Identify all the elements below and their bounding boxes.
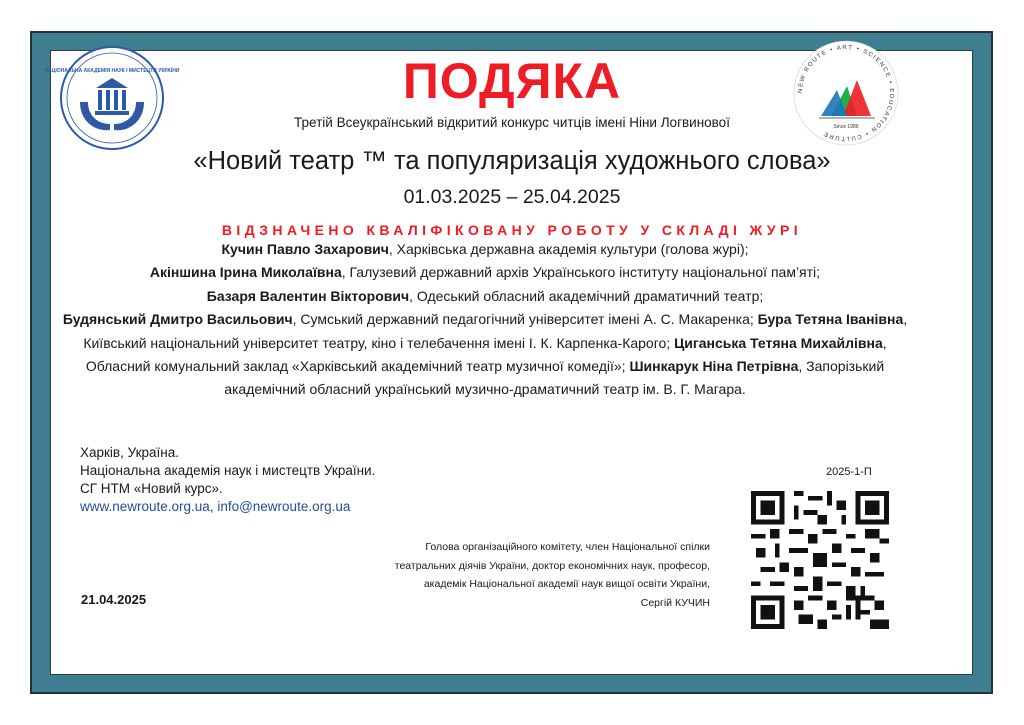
jury-heading: ВІДЗНАЧЕНО КВАЛІФІКОВАНУ РОБОТУ У СКЛАДІ ЖУРІ [221, 222, 803, 238]
jury-desc: , Харківська державна академія культури (голова журі); [388, 241, 749, 257]
signatory-name: Сергій КУЧИН [640, 596, 710, 609]
jury-desc: , Запорізький академічний обласний український музично-драматичний театр ім. В. Г. Магара. [224, 358, 885, 398]
signature-line: Голова організаційного комітету, член Національної спілки [425, 541, 710, 553]
signature-line: академік Національної академії наук вищої освіти України, [423, 578, 710, 590]
jury-name: Циганська Тетяна Михайлівна [674, 334, 883, 351]
place-block [80, 444, 375, 516]
jury-name: Акіншина Ірина Миколаївна [149, 264, 342, 281]
qr-finder-top-left [751, 491, 784, 524]
issue-date: 21.04.2025 [81, 592, 147, 607]
project-name: «Новий театр ™ та популяризація художнього слова» [193, 147, 831, 175]
jury-name: Кучин Павло Захарович [221, 241, 389, 257]
jury-name: Шинкарук Ніна Петрівна [629, 358, 799, 375]
contest-dates: 01.03.2025 – 25.04.2025 [403, 186, 621, 208]
since-text: Since 1989 [833, 124, 859, 130]
academy-logo-text: НАЦІОНАЛЬНА АКАДЕМІЯ НАУК І МИСТЕЦТВ УКРАЇНИ [44, 68, 180, 74]
jury-desc: , Галузевий державний архів Українського інституту національної пам’яті; [341, 264, 821, 281]
qr-code[interactable] [751, 491, 889, 629]
place-academy: Національна академія наук і мистецтв України. [80, 463, 376, 478]
place-org: СГ НТМ «Новий курс». [80, 481, 223, 496]
ring-text: NEW ROUTE • ART • SCIENCE • EDUCATION • CULTURE [797, 44, 895, 142]
place-city: Харків, Україна. [80, 445, 179, 460]
qr-finder-top-right [856, 491, 889, 524]
jury-list [60, 238, 910, 402]
signature-line: театральних діячів України, доктор економічних наук, професор, [394, 559, 710, 572]
jury-name: Будянський Дмитро Васильович [62, 311, 293, 328]
signature-block [270, 538, 710, 612]
jury-desc: , Київський національний університет театру, кіно і телебачення імені І. К. Карпенка-Карого; [83, 311, 908, 351]
document-number: 2025-1-П [826, 466, 872, 478]
contest-subtitle: Третій Всеукраїнський відкритий конкурс читців імені Ніни Логвинової [294, 115, 730, 130]
jury-desc: , Сумський державний педагогічний університет імені А. С. Макаренка; [292, 311, 758, 328]
jury-desc: , Одеський обласний академічний драматичний театр; [409, 287, 764, 304]
jury-name: Бура Тетяна Іванівна [757, 311, 904, 328]
qr-finder-bottom-left [751, 596, 784, 629]
jury-name: Базаря Валентин Вікторович [206, 287, 410, 304]
contacts-link[interactable]: www.newroute.org.ua, info@newroute.org.ua [80, 499, 351, 514]
certificate-title: ПОДЯКА [402, 53, 622, 109]
jury-desc: , Обласний комунальний заклад «Харківський академічний театр музичної комедії»; [85, 334, 887, 375]
